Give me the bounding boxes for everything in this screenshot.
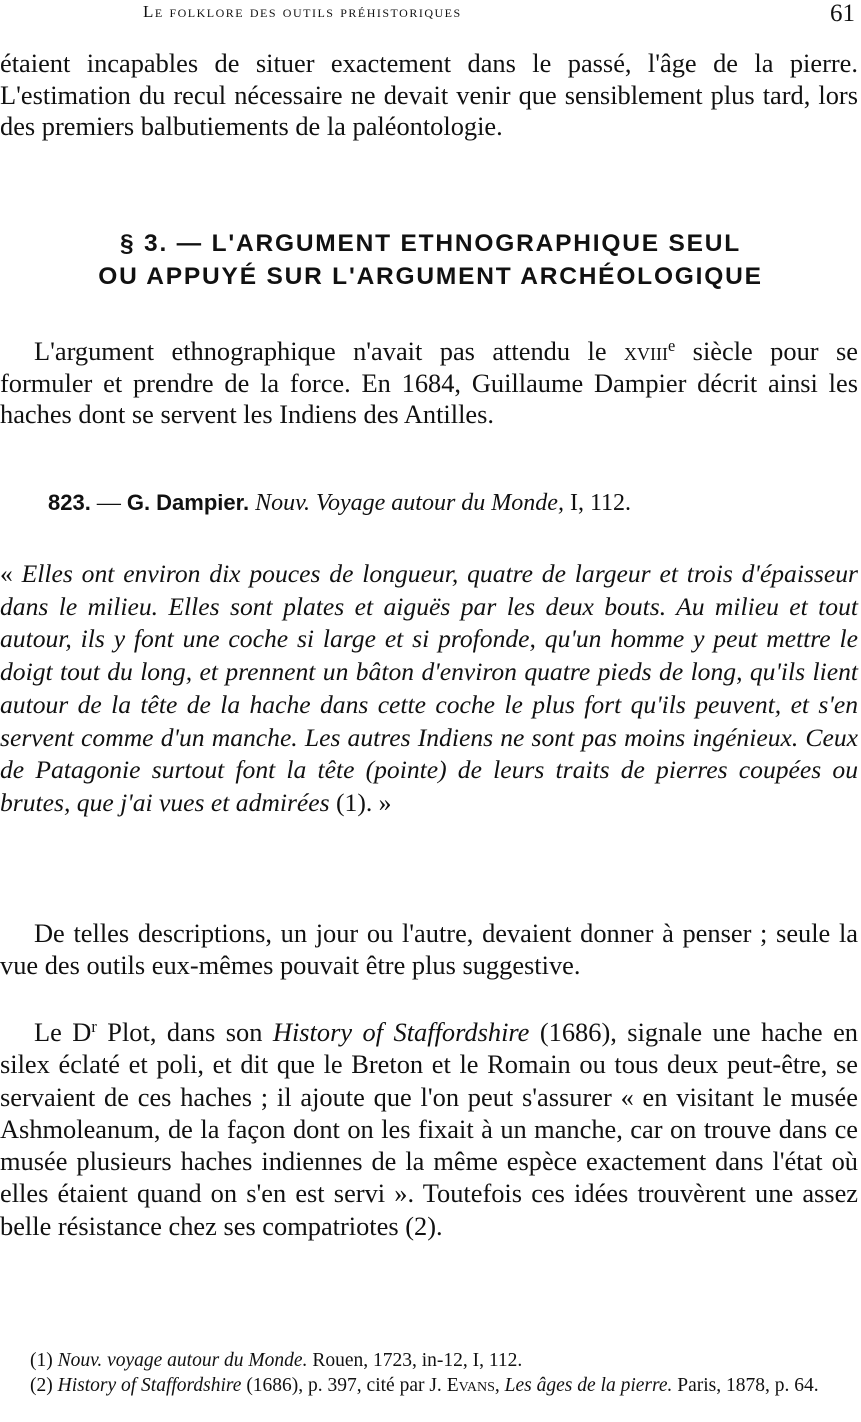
section-heading-line-1: § 3. — L'ARGUMENT ETHNOGRAPHIQUE SEUL [120,230,741,257]
paragraph-text: (1686), signale une hache en silex éclaté et poli, et dit que le Breton et le Romain ou tous deux peut-être, se servaient de ces haches ; il ajoute que l'on peut s'assurer « en visitant le musée Ashmoleanum, de la façon dont on les fixait à un manche, car on trouve dans ce musée plusieurs haches indiennes de la même espèce exactement dans l'état où elles étaient quand on s'en est servi ». Toutefois ces idées trouvèrent une assez belle résistance chez ses compatriotes (2). [0,1017,859,1241]
footnote-marker: (1) [30,1350,53,1371]
running-title: Le folklore des outils préhistoriques [143,2,462,21]
page-number: 61 [830,0,855,27]
footnote-1 [30,1348,858,1373]
citation-number: 823. [48,490,91,515]
quote-open-mark: « [0,559,22,588]
footnote-text: Paris, 1878, p. 64. [672,1375,819,1396]
citation-author: G. Dampier. [126,490,250,515]
footnote-text: , [494,1375,505,1396]
section-heading-line-2: OU APPUYÉ SUR L'ARGUMENT ARCHÉOLOGIQUE [98,263,763,290]
paragraph-continuation: étaient incapables de situer exactement dans le passé, l'âge de la pierre. L'estimation du recul nécessaire ne devait venir que sensiblement plus tard, lors des premiers balbutiements de la paléontologie. [0,48,858,141]
paragraph-plot [0,1016,858,1242]
paragraph-text: Le D [34,1017,92,1047]
footnote-author: Evans [446,1375,495,1396]
footnote-title: Les âges de la pierre. [504,1375,673,1396]
quotation [0,558,858,820]
footnote-marker: (2) [30,1375,53,1396]
footnote-title: History of Staffordshire [57,1375,242,1396]
footnote-title: Nouv. voyage autour du Monde. [57,1350,308,1371]
citation-dash: — [90,490,127,516]
doctor-superscript: r [91,1017,97,1036]
paragraph-text: L'argument ethnographique n'avait pas attendu le [34,336,624,366]
citation-reference: I, 112. [563,490,632,516]
footnote-text: Rouen, 1723, in-12, I, 112. [307,1350,523,1371]
quote-text: Elles ont environ dix pouces de longueur, quatre de largeur et trois d'épaisseur dans le milieu. Elles sont plates et aiguës par les deux bouts. Au milieu et tout autour, ils y font une coche si large et si profonde, qu'un homme y peut mettre le doigt tout du long, et prennent un bâton d'environ quatre pieds de long, qu'ils lient autour de la tête de la hache dans cette coche le plus fort qu'ils peuvent, et s'en servent comme d'un manche. Les autres Indiens ne sont pas moins ingénieux. Ceux de Patagonie surtout font la tête (pointe) de leurs traits de pierres coupées ou brutes, que j'ai vues et admirées [0,559,858,817]
century-superscript: e [667,336,676,355]
paragraph-descriptions: De telles descriptions, un jour ou l'autre, devaient donner à penser ; seule la vue des outils eux-mêmes pouvait être plus suggestive. [0,918,858,980]
paragraph-text: siècle pour se formuler et prendre de la force. En 1684, Guillaume Dampier décrit ainsi les haches dont se servent les Indiens des Antilles. [0,336,858,429]
section-heading [0,227,861,293]
running-header [0,2,861,28]
paragraph-ethnographic-argument [0,336,858,431]
paragraph-text: Plot, dans son [96,1017,273,1047]
quote-note-reference: (1). [329,787,379,817]
century-numeral: xviii [623,336,668,366]
quote-close-mark: » [378,787,392,817]
citation-title: Nouv. Voyage autour du Monde, [255,490,564,516]
citation-entry [48,490,631,517]
book-title: History of Staffordshire [272,1017,530,1047]
footnote-2 [0,1373,858,1398]
footnote-text: (1686), p. 397, cité par J. [241,1375,447,1396]
